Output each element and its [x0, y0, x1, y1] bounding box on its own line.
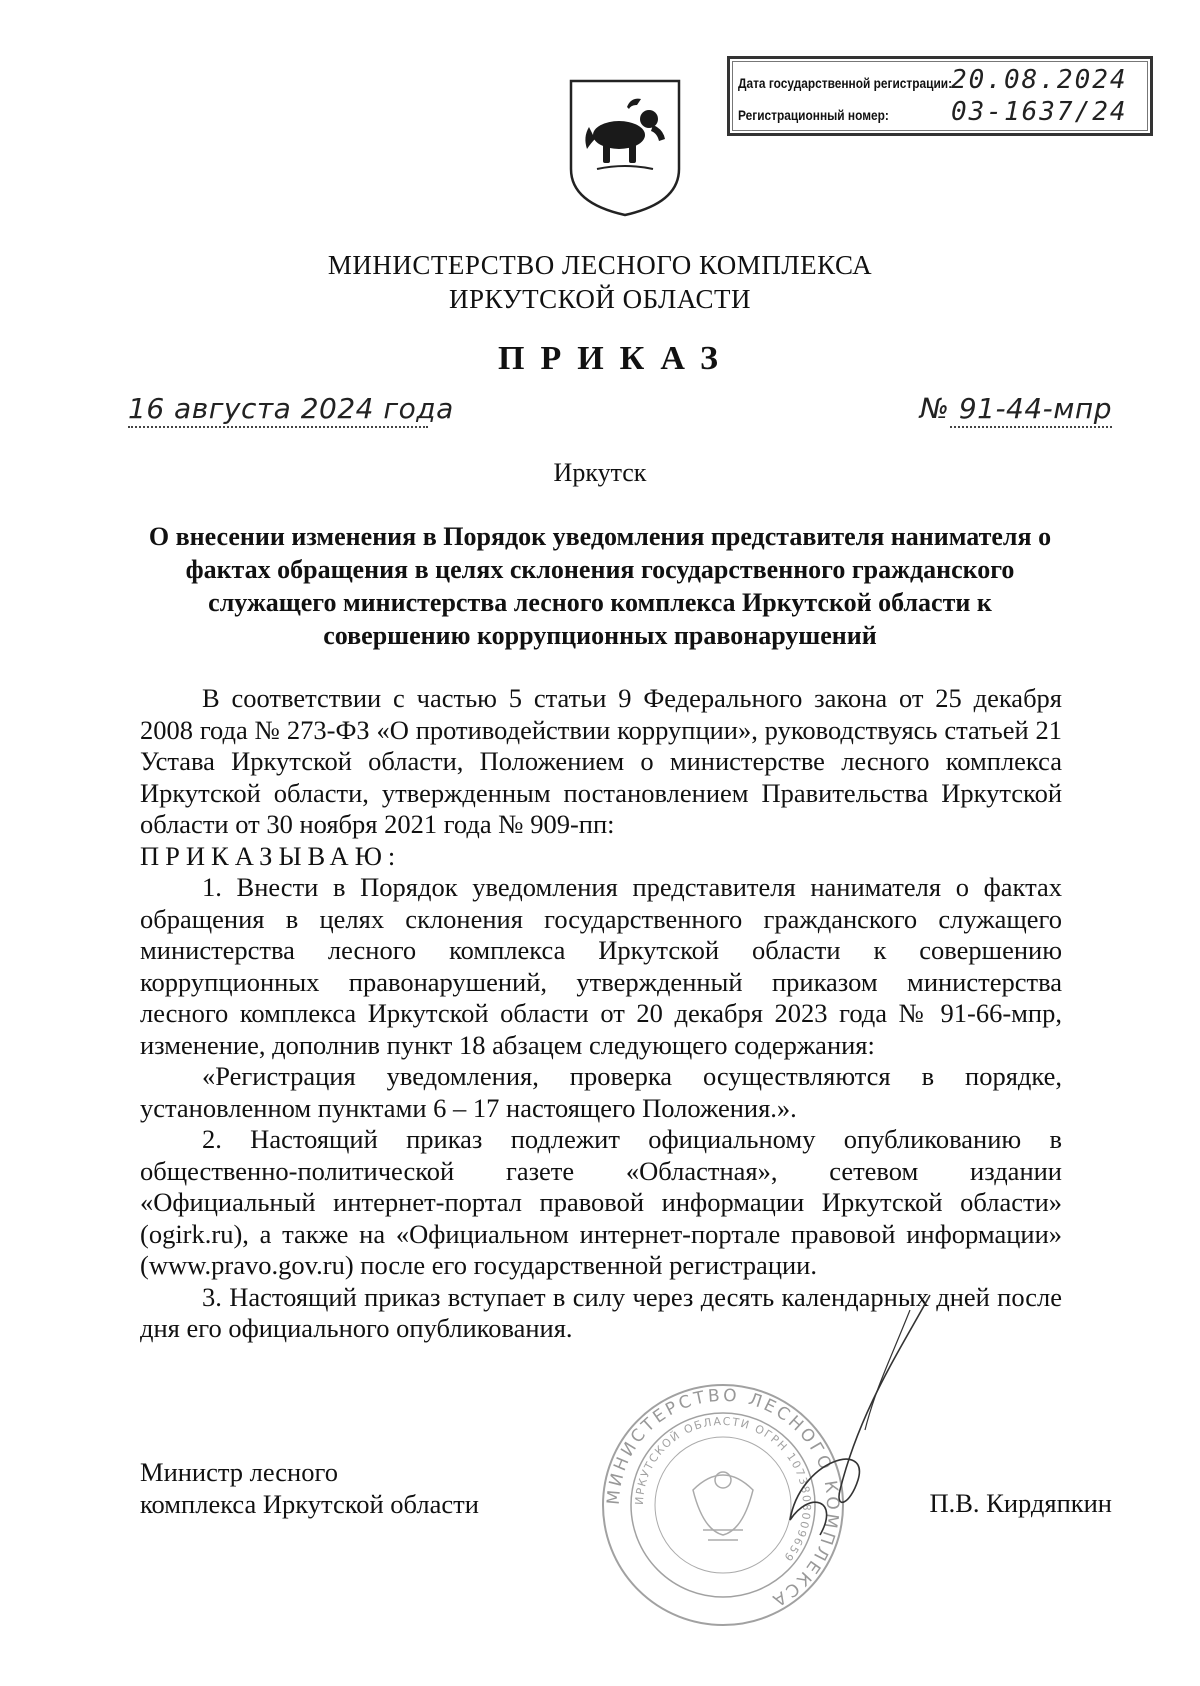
document-body	[140, 683, 1062, 1345]
coat-of-arms-icon	[567, 77, 683, 219]
order-word: ПРИКАЗЫВАЮ:	[140, 840, 402, 871]
handwritten-date: 16 августа 2024 года	[128, 392, 454, 425]
registration-number-label: Регистрационный номер:	[738, 107, 889, 123]
handwritten-signature-icon	[780, 1290, 940, 1540]
preamble-paragraph: В соответствии с частью 5 статьи 9 Федерального закона от 25 декабря 2008 года № 273-ФЗ «О противодействии коррупции», руководствуясь статьей 21 Устава Иркутской области, Положением о министерстве лесного комплекса Иркутской области, утвержденным постановлением Правительства Иркутской области от 30 ноября 2021 года № 909-пп:	[140, 683, 1062, 839]
ministry-name	[0, 248, 1200, 316]
handwritten-order-number: № 91-44-мпр	[919, 392, 1112, 425]
signatory-position	[140, 1456, 479, 1520]
seal-outer-text: МИНИСТЕРСТВО ЛЕСНОГО КОМПЛЕКСА	[603, 1385, 843, 1612]
registration-date-row	[738, 65, 1142, 97]
item-1-paragraph: 1. Внести в Порядок уведомления представителя нанимателя о фактах обращения в целях склонения государственного гражданского служащего министерства лесного комплекса Иркутской области к совершению коррупционных правонарушений, утвержденный приказом министерства лесного комплекса Иркутской области от 20 декабря 2023 года № 91-66-мпр, изменение, дополнив пункт 18 абзацем следующего содержания:	[140, 872, 1062, 1060]
city-name: Иркутск	[553, 458, 647, 487]
registration-date-value: 20.08.2024	[951, 65, 1128, 95]
ministry-name-line1: МИНИСТЕРСТВО ЛЕСНОГО КОМПЛЕКСА	[327, 250, 873, 280]
registration-number-row	[738, 97, 1142, 129]
item-1-quote: «Регистрация уведомления, проверка осуществляются в порядке, установленном пунктами 6 – 17 настоящего Положения.».	[140, 1061, 1062, 1123]
ministry-name-line2: ИРКУТСКОЙ ОБЛАСТИ	[449, 284, 751, 314]
signatory-position-line2: комплекса Иркутской области	[140, 1489, 479, 1519]
date-underline	[128, 426, 428, 428]
signatory-position-line1: Министр лесного	[140, 1457, 338, 1487]
number-underline	[950, 426, 1112, 428]
seal-inner-text: ИРКУТСКОЙ ОБЛАСТИ ОГРН 1073808009659	[632, 1414, 814, 1565]
item-2-paragraph: 2. Настоящий приказ подлежит официальному опубликованию в общественно-политической газете «Областная», сетевом издании «Официальный интернет-портал правовой информации Иркутской области» (ogirk.ru), а также на «Официальном интернет-портале правовой информации» (www.pravo.gov.ru) после его государственной регистрации.	[140, 1124, 1062, 1280]
registration-number-value: 03-1637/24	[951, 97, 1128, 127]
item-3-paragraph: 3. Настоящий приказ вступает в силу через десять календарных дней после дня его официального опубликования.	[140, 1281, 1062, 1343]
registration-date-label: Дата государственной регистрации:	[738, 75, 953, 91]
registration-stamp	[727, 56, 1153, 136]
signatory-name: П.В. Кирдяпкин	[929, 1488, 1112, 1518]
document-type-title: ПРИКАЗ	[498, 340, 734, 377]
document-subject: О внесении изменения в Порядок уведомления представителя нанимателя о фактах обращения в целях склонения государственного гражданского служащего министерства лесного комплекса Иркутской области к совершению коррупционных правонарушений	[148, 522, 1052, 650]
